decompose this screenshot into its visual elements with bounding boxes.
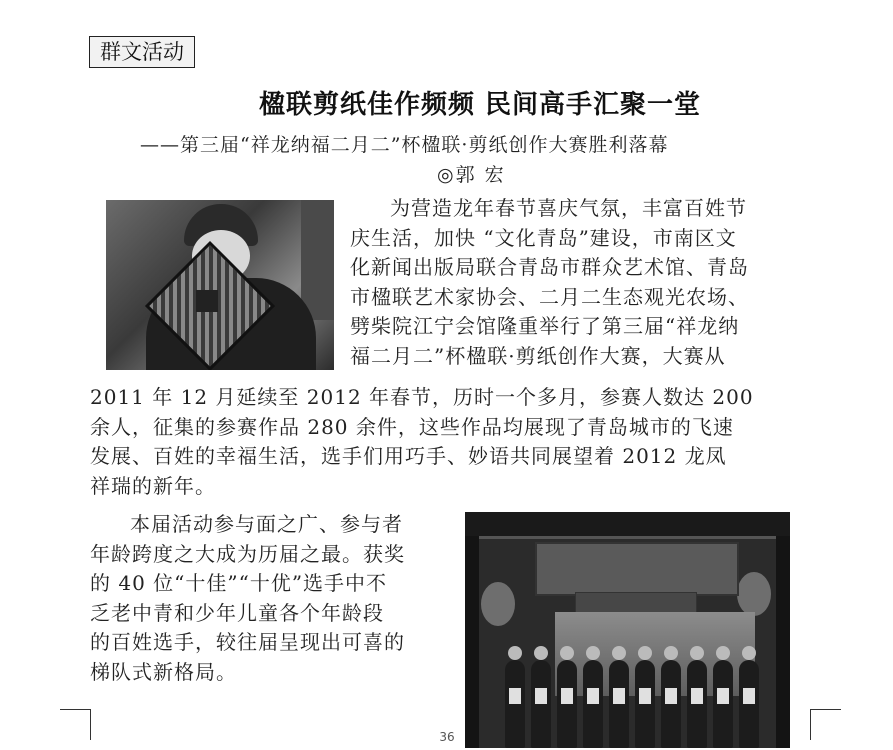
section-tag: 群文活动 — [89, 36, 195, 68]
paragraph-1-line: 福二月二”杯楹联·剪纸创作大赛，大赛从 — [350, 343, 726, 368]
paragraph-2-line: 年龄跨度之大成为历届之最。获奖 — [90, 541, 405, 566]
article-title: 楹联剪纸佳作频频 民间高手汇聚一堂 — [258, 90, 702, 120]
photo-award-ceremony — [465, 512, 790, 748]
paragraph-1-cont-line: 余人，征集的参赛作品 280 余件，这些作品均展现了青岛城市的飞速 — [90, 414, 734, 439]
paragraph-1-continued — [90, 383, 810, 501]
paragraph-2 — [90, 510, 448, 687]
paragraph-1-cont-line: 祥瑞的新年。 — [90, 473, 216, 498]
paragraph-1-cont-line: 发展、百姓的幸福生活，选手们用巧手、妙语共同展望着 2012 龙凤 — [90, 444, 727, 468]
paragraph-2-line: 本届活动参与面之广、参与者 — [130, 512, 403, 536]
paragraph-1-line: 劈柴院江宁会馆隆重举行了第三届“祥龙纳 — [350, 314, 740, 338]
paragraph-2-line: 乏老中青和少年儿童各个年龄段 — [90, 600, 384, 625]
article-author: ◎郭 宏 — [437, 164, 506, 186]
paragraph-1-line: 化新闻出版局联合青岛市群众艺术馆、青岛 — [350, 255, 749, 279]
paragraph-1-line: 为营造龙年春节喜庆气氛，丰富百姓节 — [390, 196, 747, 220]
article-subtitle: ——第三届“祥龙纳福二月二”杯楹联·剪纸创作大赛胜利落幕 — [140, 134, 669, 156]
photo-elder-with-papercut — [106, 200, 334, 370]
paragraph-1 — [350, 194, 810, 371]
crop-mark-right-vertical — [810, 710, 841, 740]
paragraph-2-line: 的百姓选手，较往届呈现出可喜的 — [90, 630, 405, 654]
crop-mark-left-vertical — [60, 710, 91, 740]
paragraph-1-line: 市楹联艺术家协会、二月二生态观光农场、 — [350, 284, 749, 309]
paragraph-2-line: 的 40 位“十佳”“十优”选手中不 — [90, 571, 388, 595]
paragraph-2-line: 梯队式新格局。 — [90, 659, 237, 684]
paragraph-1-line: 庆生活，加快 “文化青岛”建设，市南区文 — [350, 225, 737, 250]
paragraph-1-cont-line: 2011 年 12 月延续至 2012 年春节，历时一个多月，参赛人数达 200 — [90, 385, 754, 409]
page-number: 36 — [439, 730, 455, 744]
